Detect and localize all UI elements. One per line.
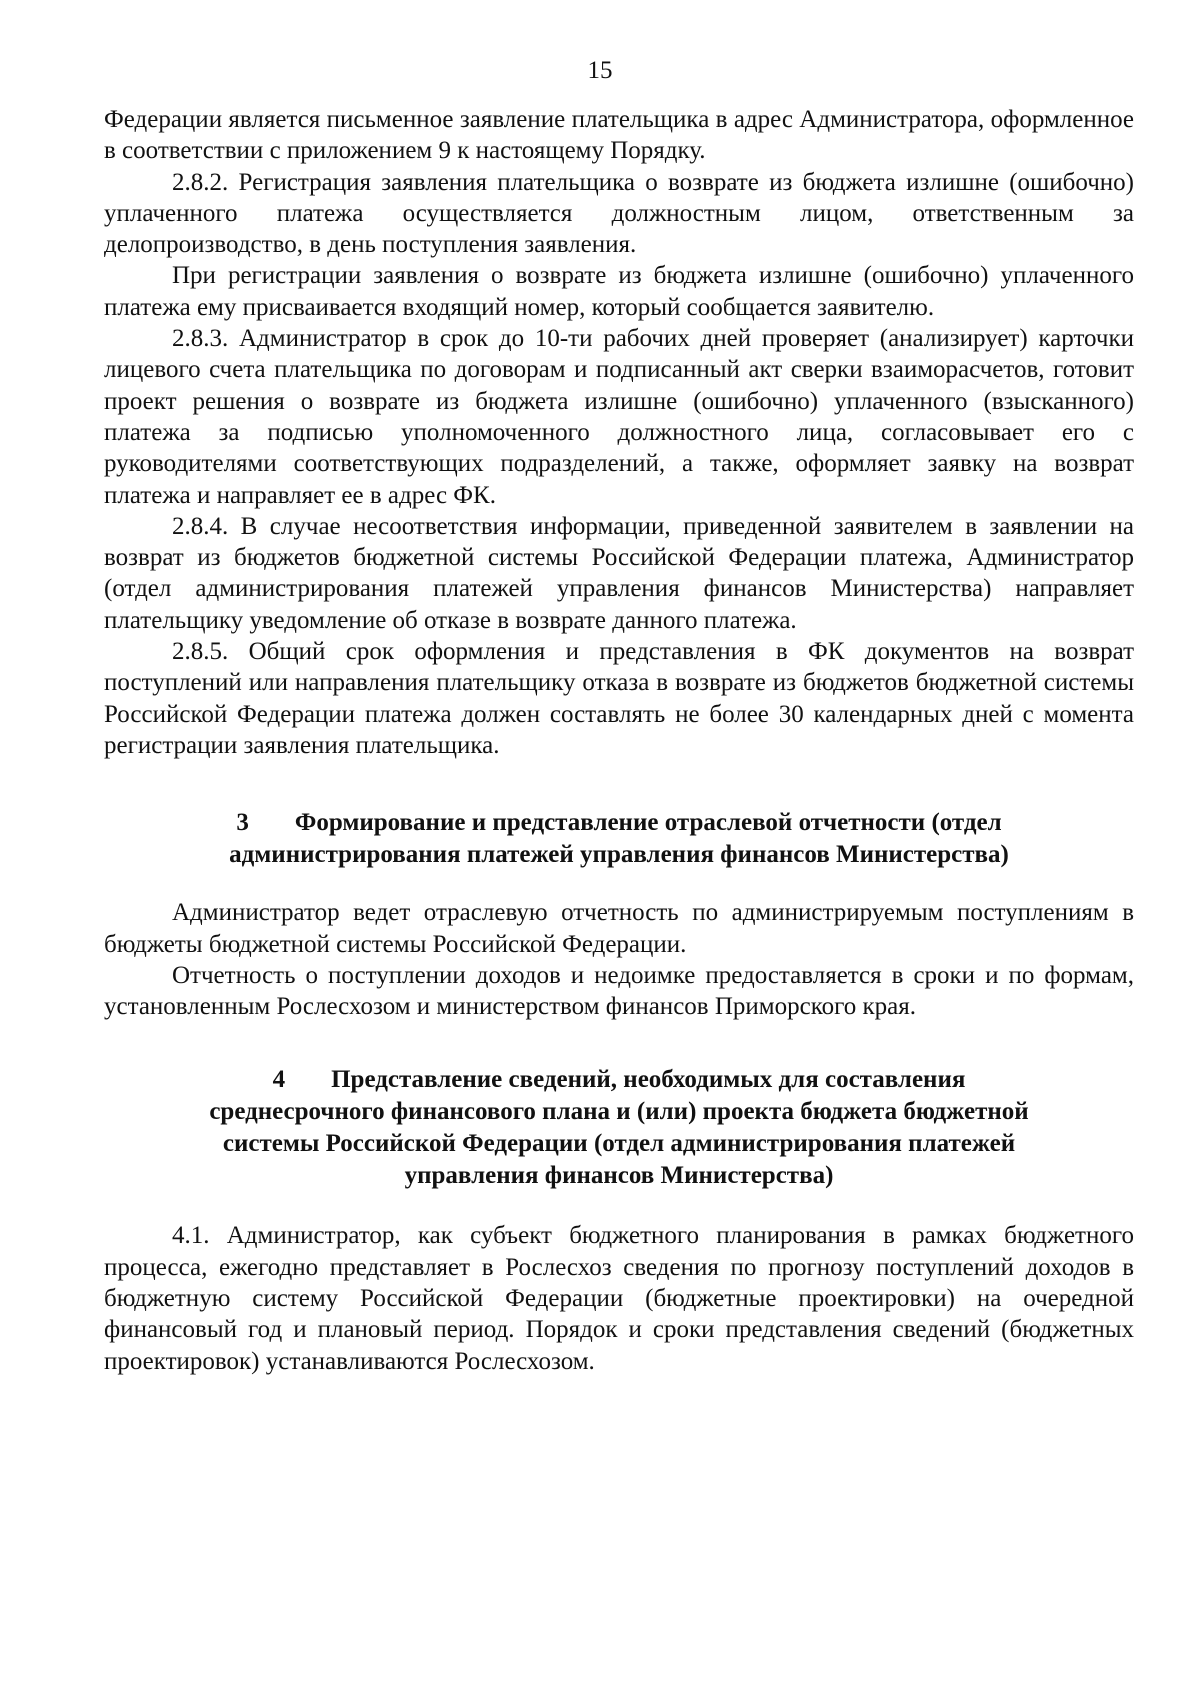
paragraph-2-8-3: 2.8.3. Администратор в срок до 10-ти рабочих дней проверяет (анализирует) карточки лицевого счета плательщика по договорам и подписанный акт сверки взаиморасчетов, готовит проект решения о возврате из бюджета излишне (ошибочно) уплаченного (взысканного) платежа за подписью уполномоченного должностного лица, согласовывает его с руководителями соответствующих подразделений, а также, оформляет заявку на возврат платежа и направляет ее в адрес ФК.: [104, 325, 1134, 509]
section-3-paragraph-2: Отчетность о поступлении доходов и недоимке предоставляется в сроки и по формам, установленным Рослесхозом и министерством финансов Приморского края.: [104, 961, 1134, 1021]
section-3-title-line-1: Формирование и представление отраслевой отчетности (отдел: [294, 809, 1002, 837]
section-3-title-line-2: администрирования платежей управления финансов Министерства): [229, 841, 1009, 869]
paragraph-continuation: Федерации является письменное заявление плательщика в адрес Администратора, оформленное в соответствии с приложением 9 к настоящему Порядку.: [104, 106, 1134, 165]
paragraph-registration: При регистрации заявления о возврате из бюджета излишне (ошибочно) уплаченного платежа ему присваивается входящий номер, который сообщается заявителю.: [104, 262, 1134, 321]
section-4-title-line-4: управления финансов Министерства): [404, 1162, 834, 1190]
paragraph-2-8-2: 2.8.2. Регистрация заявления плательщика о возврате из бюджета излишне (ошибочно) уплаченного платежа осуществляется должностным лицом, ответственным за делопроизводство, в день поступления заявления.: [104, 168, 1134, 259]
paragraph-2-8-4: 2.8.4. В случае несоответствия информации, приведенной заявителем в заявлении на возврат из бюджетов бюджетной системы Российской Федерации платежа, Администратор (отдел администрирования платежей управления финансов Министерства) направляет плательщику уведомление об отказе в возврате данного платежа.: [104, 512, 1134, 634]
page-number: 15: [587, 57, 613, 84]
section-4-paragraph-1: 4.1. Администратор, как субъект бюджетного планирования в рамках бюджетного процесса, ежегодно представляет в Рослесхоз сведения по прогнозу поступлений доходов в бюджетную систему Российской Федерации (бюджетные проектировки) на очередной финансовый год и плановый период. Порядок и сроки представления сведений (бюджетных проектировок) устанавливаются Рослесхозом.: [104, 1222, 1134, 1375]
section-3-number: 3: [236, 809, 249, 837]
section-3-heading: [104, 807, 1134, 871]
paragraph-2-8-5: 2.8.5. Общий срок оформления и представления в ФК документов на возврат поступлений или направления плательщику отказа в возврате из бюджетов бюджетной системы Российской Федерации платежа должен составлять не более 30 календарных дней с момента регистрации заявления плательщика.: [104, 638, 1134, 759]
section-4-title-line-1: Представление сведений, необходимых для составления: [331, 1066, 966, 1094]
section-4-title-line-3: системы Российской Федерации (отдел администрирования платежей: [222, 1130, 1016, 1158]
section-4-number: 4: [272, 1066, 286, 1094]
section-4-heading: [104, 1064, 1134, 1192]
section-4-title-line-2: среднесрочного финансового плана и (или) проекта бюджета бюджетной: [209, 1098, 1029, 1126]
page-content: [104, 104, 1134, 1377]
section-3-paragraph-1: Администратор ведет отраслевую отчетность по администрируемым поступлениям в бюджеты бюджетной системы Российской Федерации.: [104, 899, 1134, 958]
